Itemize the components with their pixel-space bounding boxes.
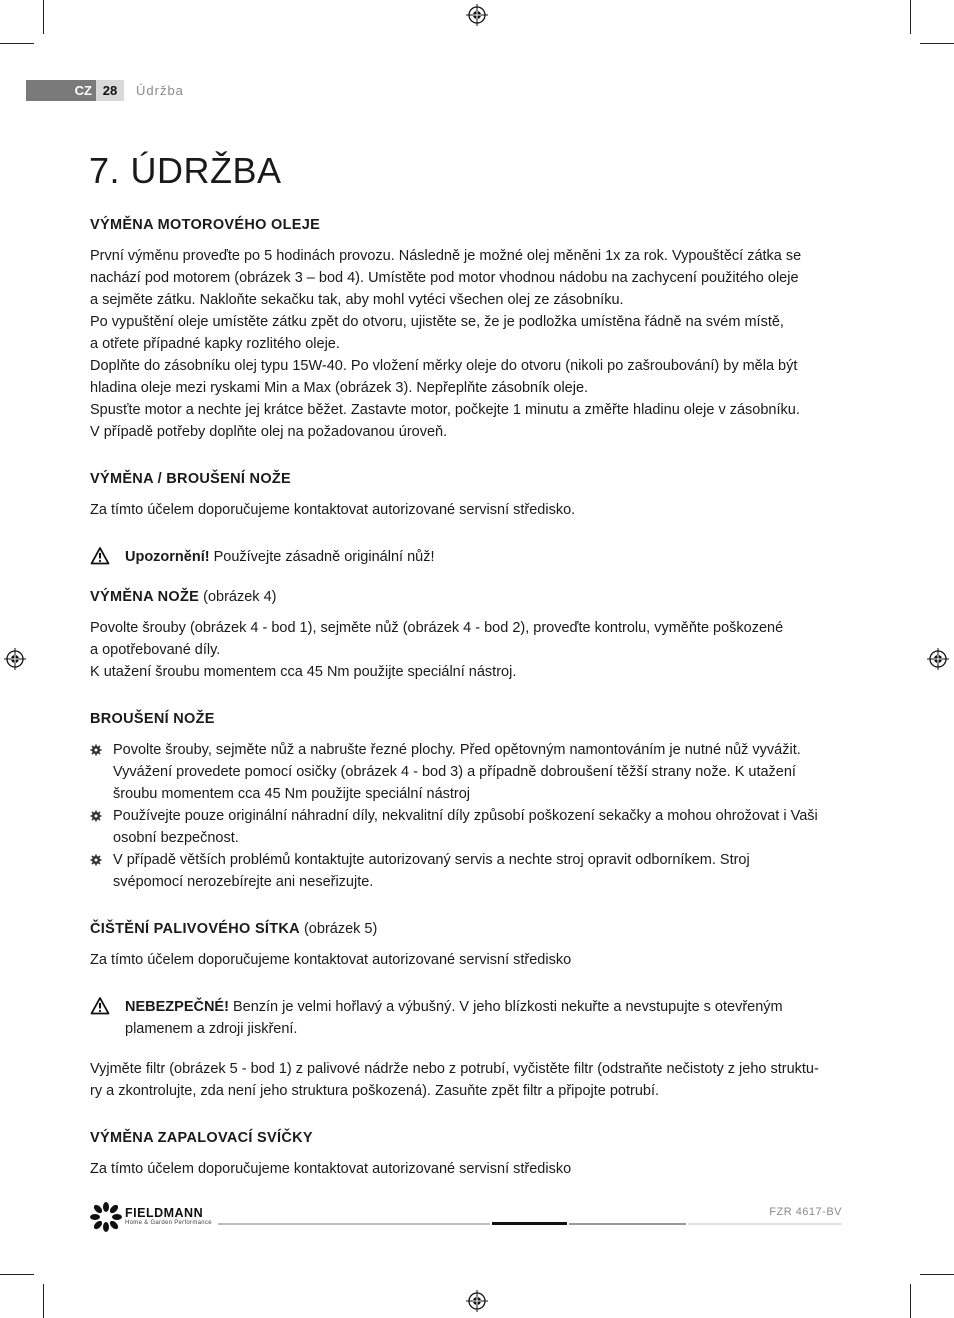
- danger-text: [125, 996, 783, 1040]
- crop-mark: [43, 0, 44, 34]
- text-line: a otřete případné kapky rozlitého oleje.: [90, 336, 340, 352]
- section-heading-spark-plug: VÝMĚNA ZAPALOVACÍ SVÍČKY: [90, 1130, 313, 1146]
- crop-mark: [43, 1284, 44, 1318]
- page-header: [26, 80, 184, 101]
- section-heading-blade: VÝMĚNA / BROUŠENÍ NOŽE: [90, 471, 292, 487]
- danger-box: [90, 996, 842, 1040]
- crop-mark: [0, 1274, 34, 1275]
- warning-text: [125, 546, 434, 568]
- warning-label: Upozornění!: [125, 549, 210, 565]
- page-footer: [90, 1200, 842, 1234]
- document-body: [90, 214, 842, 1180]
- text-line: hladina oleje mezi ryskami Min a Max (obrázek 3). Nepřeplňte zásobník oleje.: [90, 380, 589, 396]
- gear-bullet-icon: [90, 810, 102, 822]
- text-line: K utažení šroubu momentem cca 45 Nm použijte speciální nástroj.: [90, 664, 517, 680]
- text-line: V případě větších problémů kontaktujte autorizovaný servis a nechte stroj opravit odborníkem. Stroj: [113, 852, 750, 868]
- crop-mark: [910, 0, 911, 34]
- text-line: Vyjměte filtr (obrázek 5 - bod 1) z palivové nádrže nebo z potrubí, vyčistěte filtr (odstraňte nečistoty z jeho struktu-: [90, 1061, 819, 1077]
- text-line: Používejte pouze originální náhradní díly, nekvalitní díly způsobí poškození sekačky a mohou ohrožovat i Vaši: [113, 808, 818, 824]
- crop-mark: [920, 43, 954, 44]
- blade-paragraph: [90, 617, 842, 683]
- text-line: osobní bezpečnost.: [113, 830, 239, 846]
- section-heading-oil: VÝMĚNA MOTOROVÉHO OLEJE: [90, 217, 321, 233]
- list-item-text: [113, 805, 818, 849]
- registration-mark-icon: [466, 1290, 488, 1312]
- list-item: [90, 739, 842, 805]
- text-line: V případě potřeby doplňte olej na požadovanou úroveň.: [90, 424, 448, 440]
- text-line: Za tímto účelem doporučujeme kontaktovat autorizované servisní středisko: [90, 952, 572, 968]
- page-title: 7. ÚDRŽBA: [89, 150, 282, 191]
- crop-mark: [920, 1274, 954, 1275]
- text-line: plamenem a zdroji jiskření.: [125, 1021, 298, 1037]
- section-heading-blade-replace: [90, 586, 842, 608]
- brand-name: FIELDMANN: [125, 1206, 204, 1220]
- text-line: svépomocí nerozebírejte ani neseřizujte.: [113, 874, 374, 890]
- heading-reference: (obrázek 5): [299, 921, 378, 937]
- page-number: 28: [96, 80, 124, 101]
- warning-triangle-icon: [90, 546, 110, 566]
- text-line: ry a zkontrolujte, zda není jeho struktura poškozená). Zasuňte zpět filtr a připojte potrubí.: [90, 1083, 660, 1099]
- text-line: šroubu momentem cca 45 Nm použijte speciální nástroj: [113, 786, 471, 802]
- heading-text: ČIŠTĚNÍ PALIVOVÉHO SÍTKA: [90, 921, 300, 937]
- section-heading-sharpening: BROUŠENÍ NOŽE: [90, 711, 215, 727]
- registration-mark-icon: [927, 648, 949, 670]
- heading-reference: (obrázek 4): [199, 589, 277, 605]
- registration-mark-icon: [466, 4, 488, 26]
- footer-rule: [218, 1223, 490, 1225]
- text-line: Doplňte do zásobníku olej typu 15W-40. Po vložení měrky oleje do otvoru (nikoli po zašroubování) by měla být: [90, 358, 798, 374]
- list-item-text: [113, 849, 750, 893]
- warning-box: [90, 546, 842, 568]
- list-item: [90, 849, 842, 893]
- footer-rule: [492, 1222, 567, 1225]
- brand-tagline: Home & Garden Performance: [125, 1220, 212, 1226]
- text-line: Povolte šrouby (obrázek 4 - bod 1), sejměte nůž (obrázek 4 - bod 2), proveďte kontrolu, vyměňte poškozené: [90, 620, 784, 636]
- list-item: [90, 805, 842, 849]
- section-name: Údržba: [136, 83, 184, 98]
- registration-mark-icon: [4, 648, 26, 670]
- bullet-list: [90, 739, 842, 893]
- fieldmann-logo-icon: [90, 1202, 122, 1232]
- language-badge: CZ: [26, 80, 96, 101]
- text-line: Povolte šrouby, sejměte nůž a nabrušte řezné plochy. Před opětovným namontováním je nutné nůž vyvážit.: [113, 742, 801, 758]
- heading-text: VÝMĚNA NOŽE: [90, 589, 200, 605]
- list-item-text: [113, 739, 801, 805]
- text-line: nachází pod motorem (obrázek 3 – bod 4). Umístěte pod motor vhodnou nádobu na zachycení použitého oleje: [90, 270, 799, 286]
- text-line: Za tímto účelem doporučujeme kontaktovat autorizované servisní středisko.: [90, 502, 576, 518]
- danger-label: NEBEZPEČNÉ!: [125, 999, 229, 1015]
- section-heading-fuel-filter: [90, 918, 842, 940]
- crop-mark: [910, 1284, 911, 1318]
- text-line: Po vypuštění oleje umístěte zátku zpět do otvoru, ujistěte se, že je podložka umístěna řádně na svém místě,: [90, 314, 784, 330]
- text-line: Za tímto účelem doporučujeme kontaktovat autorizované servisní středisko: [90, 1161, 572, 1177]
- gear-bullet-icon: [90, 854, 102, 866]
- footer-rule: [569, 1223, 686, 1225]
- warning-message: Používejte zásadně originální nůž!: [209, 549, 435, 565]
- text-line: a sejměte zátku. Nakloňte sekačku tak, aby mohl vytéci všechen olej ze zásobníku.: [90, 292, 624, 308]
- footer-rule: [688, 1223, 842, 1225]
- text-line: První výměnu proveďte po 5 hodinách provozu. Následně je možné olej měněni 1x za rok. Vypouštěcí zátka se: [90, 248, 802, 264]
- gear-bullet-icon: [90, 744, 102, 756]
- text-line: Spusťte motor a nechte jej krátce běžet. Zastavte motor, počkejte 1 minutu a změřte hladinu oleje v zásobníku.: [90, 402, 800, 418]
- crop-mark: [0, 43, 34, 44]
- model-number: FZR 4617-BV: [769, 1206, 842, 1218]
- warning-triangle-icon: [90, 996, 110, 1016]
- text-line: a opotřebované díly.: [90, 642, 221, 658]
- danger-message: Benzín je velmi hořlavý a výbušný. V jeho blízkosti nekuřte a nevstupujte s otevřeným: [228, 999, 783, 1015]
- text-line: Vyvážení provedete pomocí osičky (obrázek 4 - bod 3) a případně dobroušení těžší strany nože. K utažení: [113, 764, 796, 780]
- brand-logo: [90, 1202, 212, 1232]
- oil-paragraph: [90, 245, 842, 443]
- filter-paragraph: [90, 1058, 842, 1102]
